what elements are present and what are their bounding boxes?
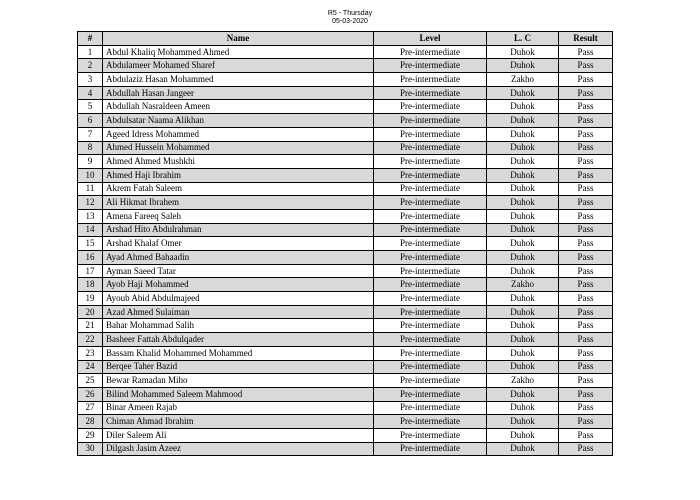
column-header-name: Name: [103, 32, 374, 46]
result-cell: Pass: [559, 114, 613, 128]
student-name: Arshad Khalaf Omer: [103, 237, 374, 251]
student-name: Diler Saleem Ali: [103, 428, 374, 442]
level-cell: Pre-intermediate: [374, 319, 487, 333]
column-header-level: Level: [374, 32, 487, 46]
level-cell: Pre-intermediate: [374, 59, 487, 73]
result-cell: Pass: [559, 278, 613, 292]
row-number: 10: [78, 168, 103, 182]
learning-center-cell: Duhok: [487, 428, 559, 442]
learning-center-cell: Duhok: [487, 127, 559, 141]
learning-center-cell: Zakho: [487, 73, 559, 87]
level-cell: Pre-intermediate: [374, 264, 487, 278]
learning-center-cell: Duhok: [487, 86, 559, 100]
learning-center-cell: Duhok: [487, 59, 559, 73]
row-number: 13: [78, 209, 103, 223]
row-number: 29: [78, 428, 103, 442]
learning-center-cell: Duhok: [487, 182, 559, 196]
learning-center-cell: Duhok: [487, 209, 559, 223]
learning-center-cell: Duhok: [487, 223, 559, 237]
table-row: [78, 428, 613, 442]
row-number: 28: [78, 415, 103, 429]
student-name: Bewar Ramadan Miho: [103, 374, 374, 388]
result-cell: Pass: [559, 346, 613, 360]
result-cell: Pass: [559, 141, 613, 155]
level-cell: Pre-intermediate: [374, 100, 487, 114]
learning-center-cell: Duhok: [487, 45, 559, 59]
result-cell: Pass: [559, 374, 613, 388]
row-number: 18: [78, 278, 103, 292]
student-name: Ali Hikmat Ibrahem: [103, 196, 374, 210]
table-row: [78, 333, 613, 347]
header-session: R5 - Thursday: [327, 10, 373, 17]
row-number: 6: [78, 114, 103, 128]
level-cell: Pre-intermediate: [374, 360, 487, 374]
table-row: [78, 346, 613, 360]
table-row: [78, 305, 613, 319]
result-cell: Pass: [559, 45, 613, 59]
result-cell: Pass: [559, 182, 613, 196]
student-name: Ahmed Hussein Mohammed: [103, 141, 374, 155]
level-cell: Pre-intermediate: [374, 333, 487, 347]
table-row: [78, 374, 613, 388]
result-cell: Pass: [559, 209, 613, 223]
row-number: 4: [78, 86, 103, 100]
student-name: Amena Fareeq Saleh: [103, 209, 374, 223]
level-cell: Pre-intermediate: [374, 428, 487, 442]
learning-center-cell: Duhok: [487, 264, 559, 278]
table-row: [78, 387, 613, 401]
table-row: [78, 264, 613, 278]
result-cell: Pass: [559, 196, 613, 210]
row-number: 20: [78, 305, 103, 319]
learning-center-cell: Duhok: [487, 401, 559, 415]
result-cell: Pass: [559, 251, 613, 265]
row-number: 25: [78, 374, 103, 388]
result-cell: Pass: [559, 73, 613, 87]
student-name: Arshad Hito Abdulrahman: [103, 223, 374, 237]
header-date: 05-03-2020: [332, 18, 368, 25]
table-row: [78, 360, 613, 374]
table-row: [78, 155, 613, 169]
level-cell: Pre-intermediate: [374, 86, 487, 100]
student-name: Akrem Fatah Saleem: [103, 182, 374, 196]
row-number: 26: [78, 387, 103, 401]
student-name: Ayman Saeed Tatar: [103, 264, 374, 278]
learning-center-cell: Duhok: [487, 100, 559, 114]
student-name: Ahmed Ahmed Mushkhi: [103, 155, 374, 169]
student-name: Ayad Ahmed Bahaadin: [103, 251, 374, 265]
level-cell: Pre-intermediate: [374, 387, 487, 401]
table-body: [78, 45, 613, 456]
student-name: Bassam Khalid Mohammed Mohammed: [103, 346, 374, 360]
level-cell: Pre-intermediate: [374, 223, 487, 237]
student-name: Ayob Haji Mohammed: [103, 278, 374, 292]
table-row: [78, 292, 613, 306]
student-name: Azad Ahmed Sulaiman: [103, 305, 374, 319]
result-cell: Pass: [559, 59, 613, 73]
learning-center-cell: Zakho: [487, 374, 559, 388]
result-cell: Pass: [559, 237, 613, 251]
result-cell: Pass: [559, 100, 613, 114]
row-number: 17: [78, 264, 103, 278]
result-cell: Pass: [559, 428, 613, 442]
level-cell: Pre-intermediate: [374, 251, 487, 265]
learning-center-cell: Duhok: [487, 155, 559, 169]
table-row: [78, 319, 613, 333]
result-cell: Pass: [559, 360, 613, 374]
level-cell: Pre-intermediate: [374, 442, 487, 456]
result-cell: Pass: [559, 168, 613, 182]
learning-center-cell: Duhok: [487, 319, 559, 333]
level-cell: Pre-intermediate: [374, 237, 487, 251]
learning-center-cell: Duhok: [487, 387, 559, 401]
row-number: 8: [78, 141, 103, 155]
learning-center-cell: Duhok: [487, 114, 559, 128]
row-number: 15: [78, 237, 103, 251]
result-cell: Pass: [559, 86, 613, 100]
table-row: [78, 141, 613, 155]
page-header: [0, 10, 700, 26]
level-cell: Pre-intermediate: [374, 114, 487, 128]
row-number: 24: [78, 360, 103, 374]
row-number: 7: [78, 127, 103, 141]
learning-center-cell: Duhok: [487, 346, 559, 360]
student-name: Abdulaziz Hasan Mohammed: [103, 73, 374, 87]
row-number: 11: [78, 182, 103, 196]
results-table: [77, 31, 613, 456]
student-name: Abdulameer Mohamed Sharef: [103, 59, 374, 73]
column-header-lc: L. C: [487, 32, 559, 46]
row-number: 2: [78, 59, 103, 73]
row-number: 5: [78, 100, 103, 114]
learning-center-cell: Duhok: [487, 168, 559, 182]
level-cell: Pre-intermediate: [374, 209, 487, 223]
table-row: [78, 278, 613, 292]
result-cell: Pass: [559, 155, 613, 169]
level-cell: Pre-intermediate: [374, 141, 487, 155]
learning-center-cell: Duhok: [487, 196, 559, 210]
level-cell: Pre-intermediate: [374, 155, 487, 169]
learning-center-cell: Zakho: [487, 278, 559, 292]
table-header-row: [78, 32, 613, 46]
column-header-number: #: [78, 32, 103, 46]
result-cell: Pass: [559, 387, 613, 401]
row-number: 3: [78, 73, 103, 87]
student-name: Bahar Mohammad Salih: [103, 319, 374, 333]
table-row: [78, 251, 613, 265]
table-row: [78, 209, 613, 223]
table-row: [78, 196, 613, 210]
student-name: Ahmed Haji Ibrahim: [103, 168, 374, 182]
student-name: Bilind Mohammed Saleem Mahmood: [103, 387, 374, 401]
student-name: Abdulsatar Naama Alikhan: [103, 114, 374, 128]
learning-center-cell: Duhok: [487, 415, 559, 429]
row-number: 14: [78, 223, 103, 237]
level-cell: Pre-intermediate: [374, 45, 487, 59]
level-cell: Pre-intermediate: [374, 415, 487, 429]
student-name: Abdullah Hasan Jangeer: [103, 86, 374, 100]
row-number: 16: [78, 251, 103, 265]
row-number: 30: [78, 442, 103, 456]
row-number: 23: [78, 346, 103, 360]
level-cell: Pre-intermediate: [374, 292, 487, 306]
table-row: [78, 168, 613, 182]
student-name: Binar Ameen Rajab: [103, 401, 374, 415]
student-name: Basheer Fattah Abdulqader: [103, 333, 374, 347]
result-cell: Pass: [559, 305, 613, 319]
row-number: 22: [78, 333, 103, 347]
table-row: [78, 73, 613, 87]
table-row: [78, 415, 613, 429]
result-cell: Pass: [559, 127, 613, 141]
level-cell: Pre-intermediate: [374, 73, 487, 87]
row-number: 19: [78, 292, 103, 306]
row-number: 27: [78, 401, 103, 415]
table-row: [78, 401, 613, 415]
level-cell: Pre-intermediate: [374, 278, 487, 292]
learning-center-cell: Duhok: [487, 333, 559, 347]
student-name: Ageed Idress Mohammed: [103, 127, 374, 141]
table-row: [78, 100, 613, 114]
result-cell: Pass: [559, 264, 613, 278]
table-row: [78, 45, 613, 59]
level-cell: Pre-intermediate: [374, 127, 487, 141]
row-number: 21: [78, 319, 103, 333]
learning-center-cell: Duhok: [487, 251, 559, 265]
result-cell: Pass: [559, 223, 613, 237]
learning-center-cell: Duhok: [487, 360, 559, 374]
student-name: Abdul Khaliq Mohammed Ahmed: [103, 45, 374, 59]
learning-center-cell: Duhok: [487, 305, 559, 319]
result-cell: Pass: [559, 401, 613, 415]
result-cell: Pass: [559, 415, 613, 429]
student-name: Abdullah Nasraldeen Ameen: [103, 100, 374, 114]
student-name: Dilgash Jasim Azeez: [103, 442, 374, 456]
level-cell: Pre-intermediate: [374, 196, 487, 210]
row-number: 1: [78, 45, 103, 59]
result-cell: Pass: [559, 333, 613, 347]
level-cell: Pre-intermediate: [374, 305, 487, 319]
table-row: [78, 442, 613, 456]
result-cell: Pass: [559, 442, 613, 456]
table-row: [78, 127, 613, 141]
row-number: 9: [78, 155, 103, 169]
student-name: Ayoub Abid Abdulmajeed: [103, 292, 374, 306]
result-cell: Pass: [559, 292, 613, 306]
level-cell: Pre-intermediate: [374, 346, 487, 360]
learning-center-cell: Duhok: [487, 141, 559, 155]
table-row: [78, 182, 613, 196]
table-row: [78, 86, 613, 100]
table-row: [78, 237, 613, 251]
level-cell: Pre-intermediate: [374, 182, 487, 196]
result-cell: Pass: [559, 319, 613, 333]
learning-center-cell: Duhok: [487, 237, 559, 251]
column-header-result: Result: [559, 32, 613, 46]
table-row: [78, 59, 613, 73]
level-cell: Pre-intermediate: [374, 401, 487, 415]
row-number: 12: [78, 196, 103, 210]
learning-center-cell: Duhok: [487, 292, 559, 306]
level-cell: Pre-intermediate: [374, 168, 487, 182]
table-row: [78, 114, 613, 128]
student-name: Berqee Taher Bazid: [103, 360, 374, 374]
level-cell: Pre-intermediate: [374, 374, 487, 388]
table-row: [78, 223, 613, 237]
learning-center-cell: Duhok: [487, 442, 559, 456]
student-name: Chiman Ahmad Ibrahim: [103, 415, 374, 429]
